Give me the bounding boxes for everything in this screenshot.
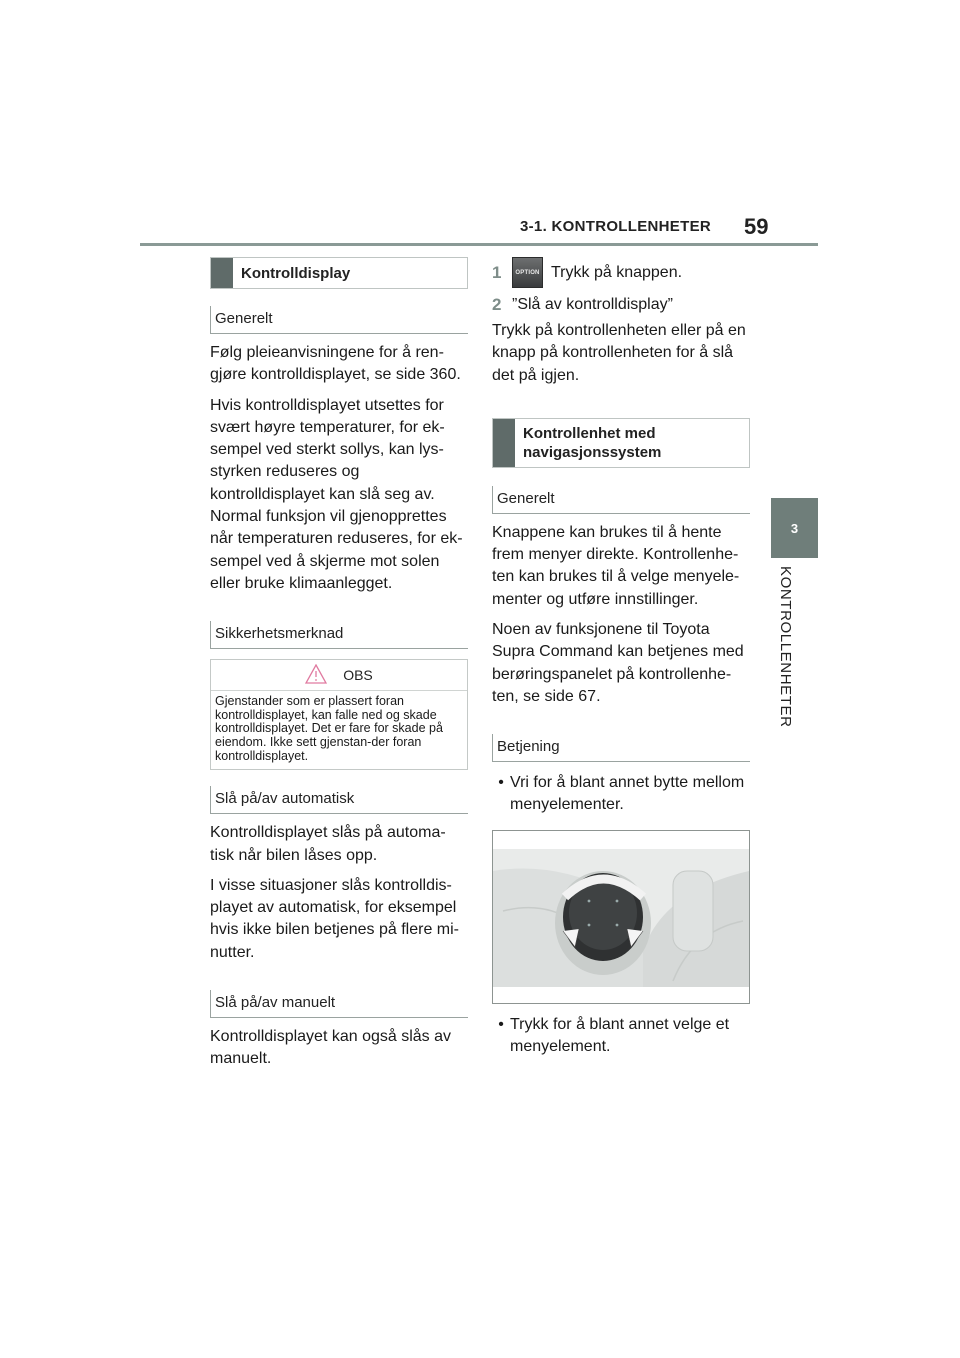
bullet-dot: • <box>498 774 504 792</box>
bullet-dot: • <box>498 1016 504 1034</box>
left-column <box>210 257 468 1071</box>
step-1 <box>492 257 750 288</box>
controller-image <box>493 831 749 1003</box>
section-title: 3-1. KONTROLLENHETER <box>520 218 712 235</box>
heading-accent-bar <box>493 419 515 467</box>
paragraph: Kontrolldisplayet slås på automa-tisk når bilen låses opp. <box>210 824 446 864</box>
subheading-generelt: Generelt <box>210 310 468 334</box>
step-2 <box>492 294 750 316</box>
subheading-manuelt: Slå på/av manuelt <box>210 994 468 1018</box>
bullet-item <box>492 772 750 816</box>
warning-header <box>211 660 467 691</box>
warning-text: Gjenstander som er plassert foran kontrolldisplayet, kan falle ned og skade kontrolldisplayet. Det er fare for skade på eiendom. Ikke sett gjenstan-der foran kontrolldisplayet. <box>215 694 443 763</box>
subheading-automatisk: Slå på/av automatisk <box>210 790 468 814</box>
controller-illustration <box>492 830 750 1004</box>
bullet-item <box>492 1014 750 1058</box>
chapter-tab: 3 <box>771 498 818 558</box>
step-number: 2 <box>492 295 502 314</box>
paragraph: Kontrolldisplayet kan også slås av manuelt. <box>210 1028 452 1068</box>
section-heading: Kontrollenhet med navigasjonssystem <box>523 424 662 461</box>
paragraph: Hvis kontrolldisplayet utsettes for svært høyre temperaturer, for ek-sempel ved sterkt sollys, kan lys-styrken reduseres og kontrolldisplayet kan slå seg av. Normal funksjon vil gjenopprettes når temperaturen reduseres, for ek-sempel ved å skjerme mot solen eller bruke klimaanlegget. <box>210 396 463 592</box>
paragraph: Knappene kan brukes til å hente frem menyer direkte. Kontrollenhe-ten kan brukes til å velge menyele-menter og utføre innstillinger. <box>492 523 740 608</box>
warning-triangle-icon <box>305 664 327 687</box>
paragraph: I visse situasjoner slås kontrolldis-playet av automatisk, for eksempel hvis ikke bilen betjenes på flere mi-nutter. <box>210 876 460 961</box>
section-heading: Kontrolldisplay <box>241 264 351 282</box>
subheading-betjening: Betjening <box>492 738 750 762</box>
subheading-sikkerhet: Sikkerhetsmerknad <box>210 625 468 649</box>
chapter-label: KONTROLLENHETER <box>777 566 794 728</box>
heading-accent-bar <box>211 258 233 288</box>
section-heading-box <box>210 257 468 289</box>
paragraph: Følg pleieanvisningene for å ren-gjøre kontrolldisplayet, se side 360. <box>210 344 461 384</box>
subheading-generelt: Generelt <box>492 490 750 514</box>
page-number: 59 <box>744 214 769 239</box>
warning-box <box>210 659 468 770</box>
option-button-icon: OPTION <box>512 257 543 288</box>
step-text: ”Slå av kontrolldisplay” <box>512 296 673 313</box>
step-text: Trykk på knappen. <box>551 263 683 281</box>
right-column <box>492 257 750 1058</box>
bullet-text: Vri for å blant annet bytte mellom menyelementer. <box>510 774 745 814</box>
section-heading-box <box>492 418 750 468</box>
paragraph: Trykk på kontrollenheten eller på en knapp på kontrollenheten for å slå det på igjen. <box>492 322 746 384</box>
warning-title: OBS <box>343 667 373 684</box>
step-number: 1 <box>492 262 502 282</box>
paragraph: Noen av funksjonene til Toyota Supra Command kan betjenes med berøringspanelet på kontrollenhe-ten, se side 67. <box>492 621 744 705</box>
bullet-text: Trykk for å blant annet velge et menyelement. <box>510 1016 730 1056</box>
header-rule <box>140 243 818 246</box>
